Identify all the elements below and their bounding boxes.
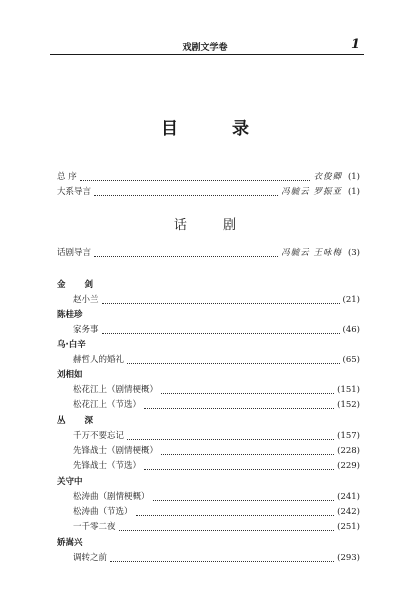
dot-leader	[144, 461, 334, 470]
toc-entry-title: 赫哲人的婚礼	[73, 355, 125, 365]
toc-entry-title: 松花江上（剧情梗概）	[73, 385, 159, 395]
toc-entry-author: 衣俊卿	[313, 172, 342, 182]
dot-leader	[127, 355, 340, 364]
author-heading: 金 剑	[57, 280, 101, 290]
dot-leader	[94, 248, 278, 257]
author-heading: 刘相如	[57, 370, 83, 380]
toc-entry[interactable]	[73, 505, 360, 517]
running-title: 戏剧文学卷	[182, 43, 228, 53]
toc-entry-title: 松花江上（节选）	[73, 400, 142, 410]
toc-entry-page: (229)	[337, 461, 360, 471]
toc-entry-title: 松涛曲（节选）	[73, 507, 133, 517]
toc-entry-title: 调转之前	[73, 553, 108, 563]
toc-entry-title: 松涛曲（剧情梗概）	[73, 492, 150, 502]
toc-entry[interactable]	[73, 520, 360, 532]
dot-leader	[119, 522, 335, 531]
toc-entry-page: (241)	[337, 492, 360, 502]
toc-entry-title: 赵小兰	[73, 295, 99, 305]
author-heading: 乌·白辛	[57, 340, 86, 350]
toc-entry-preface[interactable]	[57, 170, 360, 182]
author-heading: 关守中	[57, 477, 83, 487]
author-heading: 丛 深	[57, 416, 101, 426]
toc-entry-page: (293)	[337, 553, 360, 563]
toc-entry-page: (21)	[342, 295, 360, 305]
toc-entry-author: 冯毓云 罗振亚	[281, 187, 342, 197]
dot-leader	[127, 431, 334, 440]
toc-entry-page: (46)	[342, 325, 360, 335]
toc-entry[interactable]	[73, 444, 360, 456]
toc-entry-title: 先锋战士（节选）	[73, 461, 142, 471]
toc-entry-page: (65)	[342, 355, 360, 365]
toc-entry[interactable]	[73, 383, 360, 395]
toc-entry[interactable]	[73, 551, 360, 563]
toc-entry[interactable]	[73, 398, 360, 410]
dot-leader	[102, 295, 340, 304]
dot-leader	[110, 553, 334, 562]
dot-leader	[161, 385, 334, 394]
dot-leader	[102, 325, 340, 334]
toc-entry-title: 千万不要忘记	[73, 431, 125, 441]
toc-entry-page: (152)	[337, 400, 360, 410]
toc-entry[interactable]	[73, 459, 360, 471]
dot-leader	[144, 400, 334, 409]
toc-entry-title: 话剧导言	[57, 248, 92, 258]
toc-entry-title: 一千零二夜	[73, 522, 116, 532]
toc-entry-title: 总 序	[57, 172, 77, 182]
dot-leader	[136, 507, 335, 516]
toc-entry-title: 先锋战士（剧情梗概）	[73, 446, 159, 456]
section-title: 话 剧	[173, 218, 253, 233]
toc-entry[interactable]	[73, 353, 360, 365]
toc-entry-page: (242)	[337, 507, 360, 517]
toc-entry-page: (151)	[337, 385, 360, 395]
toc-entry-page: (157)	[337, 431, 360, 441]
page-header	[0, 0, 410, 58]
toc-entry-page: (3)	[347, 248, 360, 258]
dot-leader	[80, 172, 311, 181]
dot-leader	[153, 492, 335, 501]
toc-entry-title: 家务事	[73, 325, 99, 335]
header-rule	[50, 54, 364, 55]
toc-entry-general-intro[interactable]	[57, 185, 360, 197]
toc-entry-page: (251)	[337, 522, 360, 532]
author-heading: 陈桂珍	[57, 310, 83, 320]
page-number: 1	[350, 37, 360, 52]
dot-leader	[94, 187, 278, 196]
toc-entry[interactable]	[73, 490, 360, 502]
toc-entry[interactable]	[73, 293, 360, 305]
toc-entry-title: 大系导言	[57, 187, 92, 197]
toc-entry-page: (1)	[347, 187, 360, 197]
dot-leader	[161, 446, 334, 455]
author-heading: 娇嵩兴	[57, 538, 83, 548]
toc-entry-page: (228)	[337, 446, 360, 456]
toc-entry[interactable]	[73, 429, 360, 441]
toc-entry[interactable]	[73, 323, 360, 335]
toc-entry-author: 冯毓云 王咏梅	[281, 248, 342, 258]
toc-entry-section-intro[interactable]	[57, 246, 360, 258]
toc-entry-page: (1)	[347, 172, 360, 182]
toc-main-title: 目 录	[161, 119, 273, 139]
